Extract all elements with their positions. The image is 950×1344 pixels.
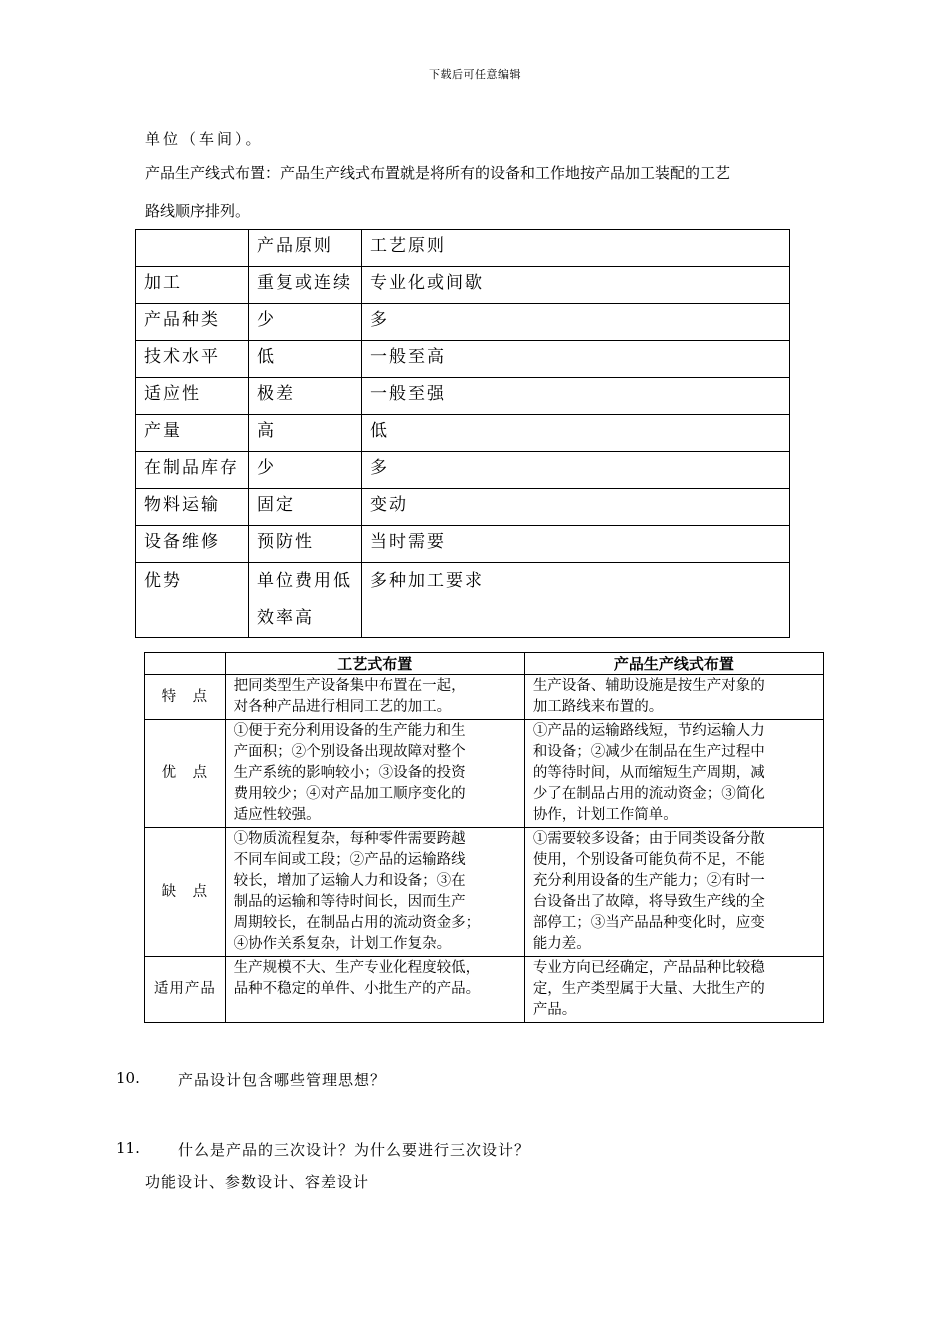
cell-line: 生产系统的影响较小；③设备的投资 [233,765,466,781]
cell-line: 和设备；②减少在制品在生产过程中 [532,744,765,760]
product-principle-cell: 极差 [249,378,362,415]
cell-line: 的等待时间，从而缩短生产周期，减 [532,765,765,781]
cell-line: 台设备出了故障，将导致生产线的全 [532,894,765,910]
cell-line: 生产设备、辅助设施是按生产对象的 [532,678,765,694]
question-text: 什么是产品的三次设计？为什么要进行三次设计？ [178,1141,531,1159]
cell-line: 充分利用设备的生产能力；②有时一 [532,873,765,889]
cell-line: 费用较少；④对产品加工顺序变化的 [233,786,466,802]
cell-line: 周期较长，在制品占用的流动资金多； [233,915,481,931]
table-row [136,452,790,489]
product-principle-cell [249,563,362,638]
question-text: 产品设计包含哪些管理思想？ [178,1071,387,1089]
table-header-row [136,230,790,267]
row-label: 适应性 [136,378,249,415]
process-layout-cell [225,828,524,957]
question-number: 11. [116,1139,140,1157]
cell-line: 对各种产品进行相同工艺的加工。 [233,699,452,715]
cell-line: ①产品的运输路线短，节约运输人力 [532,723,765,739]
cell-line: 适应性较强。 [233,807,321,823]
table-row [136,378,790,415]
row-label: 适用产品 [145,957,226,1023]
table-row [136,489,790,526]
process-layout-cell [225,720,524,828]
process-principle-cell: 当时需要 [362,526,790,563]
table-row [145,957,824,1023]
process-principle-cell: 专业化或间歇 [362,267,790,304]
row-label: 优势 [136,563,249,638]
process-principle-cell: 低 [362,415,790,452]
table-header-row [145,653,824,675]
intro-line-3: 路线顺序排列。 [145,202,251,220]
layout-comparison-table [144,652,824,1023]
product-principle-cell: 低 [249,341,362,378]
product-principle-cell: 少 [249,452,362,489]
intro-line-1: 单位（车间）。 [145,130,264,148]
row-label: 设备维修 [136,526,249,563]
cell-line: 专业方向已经确定，产品品种比较稳 [532,960,765,976]
cell-line: 较长，增加了运输人力和设备；③在 [233,873,466,889]
product-line-layout-cell [524,957,823,1023]
principle-comparison-table [135,229,790,638]
cell-line: 产品。 [532,1002,577,1018]
table-row [136,341,790,378]
product-line-layout-cell [524,720,823,828]
cell-line: 少了在制品占用的流动资金；③简化 [532,786,765,802]
process-principle-cell: 多 [362,304,790,341]
table-row [145,828,824,957]
header-cell: 工艺原则 [362,230,790,267]
question-number: 10. [116,1069,140,1087]
row-label: 在制品库存 [136,452,249,489]
table-row [136,526,790,563]
cell-line: 定，生产类型属于大量、大批生产的 [532,981,765,997]
process-principle-cell: 多 [362,452,790,489]
cell-line: 生产规模不大、生产专业化程度较低， [233,960,481,976]
header-cell: 工艺式布置 [225,653,524,675]
cell-line: 能力差。 [532,936,591,952]
table-row [136,415,790,452]
product-line-layout-cell [524,675,823,720]
cell-line: 产面积；②个别设备出现故障对整个 [233,744,466,760]
cell-line: 协作，计划工作简单。 [532,807,678,823]
row-label: 物料运输 [136,489,249,526]
product-principle-cell: 预防性 [249,526,362,563]
process-layout-cell [225,957,524,1023]
product-principle-cell: 高 [249,415,362,452]
cell-line: 效率高 [257,608,314,628]
process-principle-cell: 变动 [362,489,790,526]
row-label: 加工 [136,267,249,304]
cell-line: 单位费用低 [257,571,352,591]
header-cell [136,230,249,267]
cell-line: ④协作关系复杂，计划工作复杂。 [233,936,452,952]
row-label: 产品种类 [136,304,249,341]
cell-line: 把同类型生产设备集中布置在一起， [233,678,466,694]
process-principle-cell: 一般至高 [362,341,790,378]
table-row [145,720,824,828]
cell-line: 制品的运输和等待时间长，因而生产 [233,894,466,910]
row-label: 产量 [136,415,249,452]
table-row [145,675,824,720]
cell-line: ①需要较多设备；由于同类设备分散 [532,831,765,847]
cell-line: ①物质流程复杂，每种零件需要跨越 [233,831,466,847]
product-line-layout-cell [524,828,823,957]
process-layout-cell [225,675,524,720]
row-label: 特 点 [145,675,226,720]
page-header: 下载后可任意编辑 [429,68,521,81]
row-label: 缺 点 [145,828,226,957]
table-row [136,267,790,304]
cell-line: 品种不稳定的单件、小批生产的产品。 [233,981,481,997]
row-label: 优 点 [145,720,226,828]
row-label: 技术水平 [136,341,249,378]
header-cell [145,653,226,675]
process-principle-cell: 多种加工要求 [362,563,790,638]
cell-line: 不同车间或工段；②产品的运输路线 [233,852,466,868]
process-principle-cell: 一般至强 [362,378,790,415]
cell-line: 加工路线来布置的。 [532,699,664,715]
table-row [136,304,790,341]
product-principle-cell: 少 [249,304,362,341]
header-cell: 产品生产线式布置 [524,653,823,675]
product-principle-cell: 固定 [249,489,362,526]
cell-line: ①便于充分利用设备的生产能力和生 [233,723,466,739]
cell-line: 部停工；③当产品品种变化时，应变 [532,915,765,931]
header-cell: 产品原则 [249,230,362,267]
product-principle-cell: 重复或连续 [249,267,362,304]
answer-text: 功能设计、参数设计、容差设计 [145,1173,370,1191]
cell-line: 使用，个别设备可能负荷不足，不能 [532,852,765,868]
intro-line-2: 产品生产线式布置：产品生产线式布置就是将所有的设备和工作地按产品加工装配的工艺 [145,164,731,182]
table-row [136,563,790,638]
